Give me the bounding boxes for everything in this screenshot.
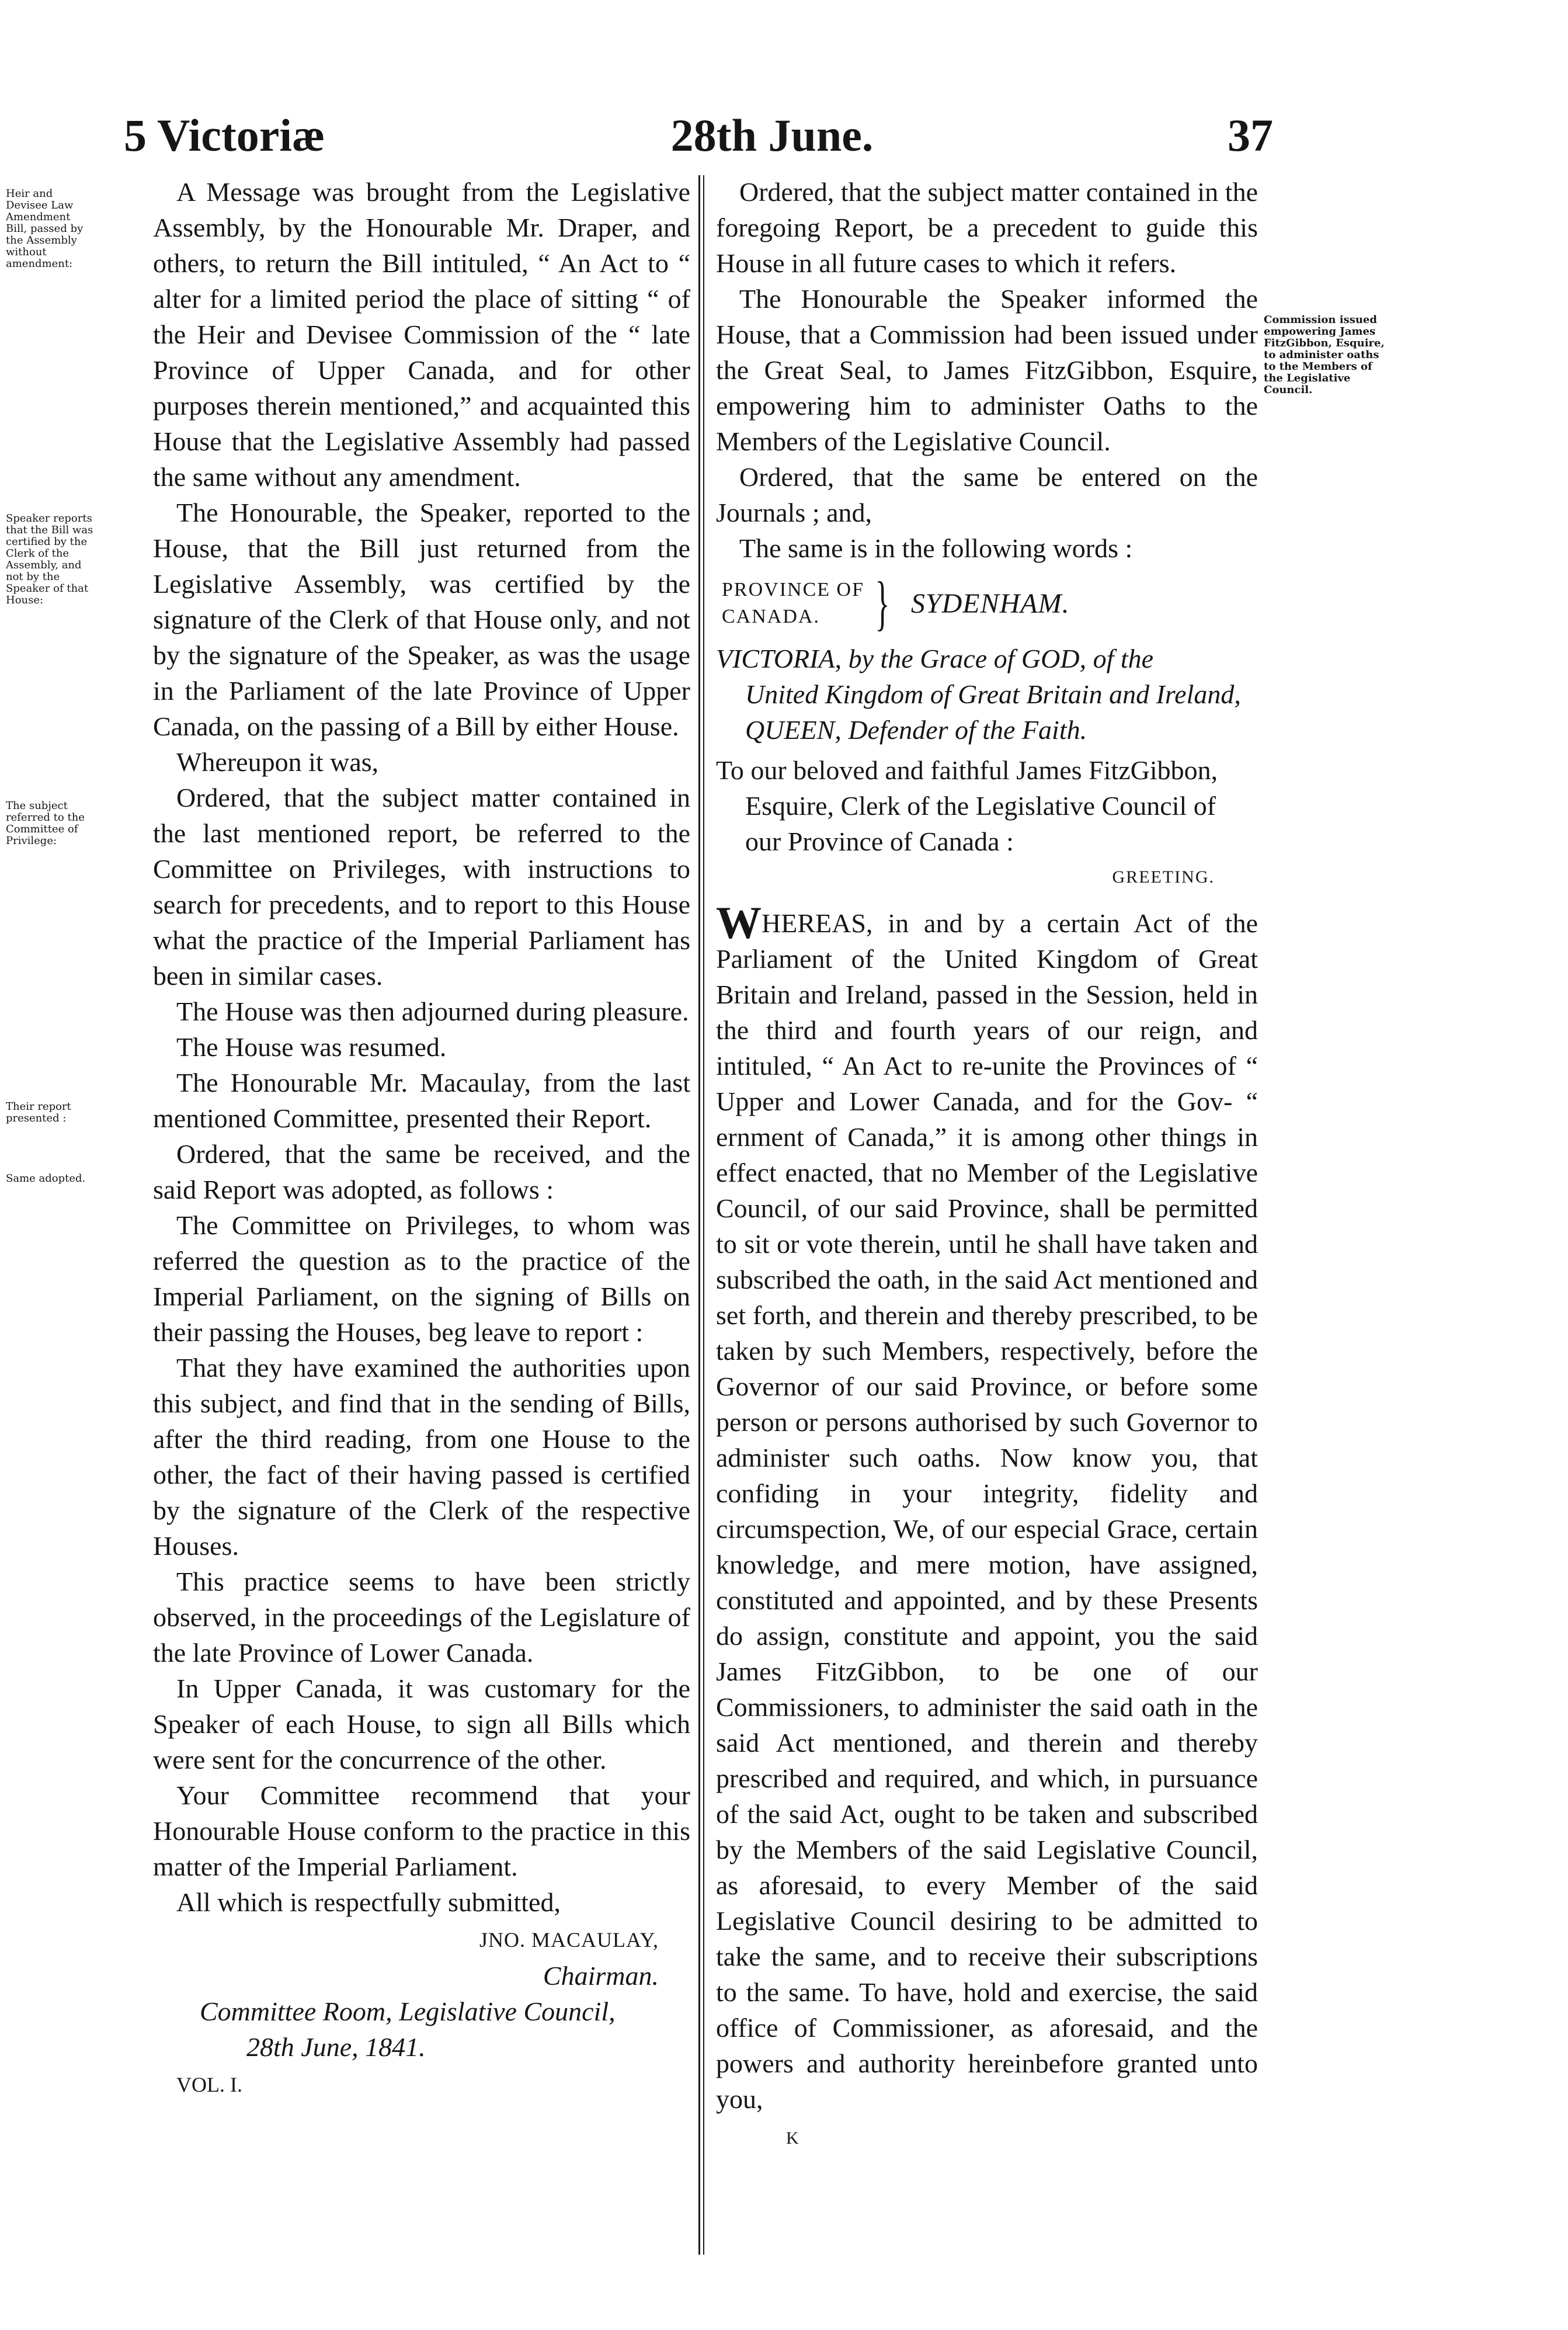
paragraph: Ordered, that the same be entered on the Journals ; and,: [716, 462, 1258, 527]
royal-style-line: VICTORIA, by the Grace of GOD, of the: [716, 644, 1154, 673]
marginal-note: Same adopted.: [6, 1172, 86, 1185]
paragraph: The House was resumed.: [176, 1032, 447, 1062]
paragraph: This practice seems to have been strictly observed, in the proceedings of the Legislature of the late Province of Lower Canada.: [153, 1567, 690, 1668]
province-line: PROVINCE OF: [722, 579, 864, 600]
signature-mark: K: [786, 2128, 799, 2148]
report-date: [153, 2029, 690, 2065]
marginal-note: The subject referred to the Committee of Privilege:: [6, 800, 85, 847]
royal-style-cont: United Kingdom of Great Britain and Ireland, QUEEN, Defender of the Faith.: [745, 679, 1241, 745]
province-line: CANADA.: [722, 606, 820, 627]
signature-name: [153, 1920, 690, 1958]
running-head-date: 28th June.: [670, 110, 874, 161]
governor-signature: SYDENHAM.: [910, 588, 1070, 619]
paragraph: The House was then adjourned during pleasure.: [176, 996, 689, 1026]
paragraph: The Honourable the Speaker informed the House, that a Commission had been issued under the Great Seal, to James FitzGibbon, Esquire, empowering him to administer Oaths to the Members of the Legislative Council.: [716, 284, 1258, 456]
marginal-note: Commission issued empowering James FitzGibbon, Esquire, to administer oaths to the Members of the Legislative Council.: [1264, 314, 1385, 396]
right-column: [716, 174, 1258, 2156]
royal-style: [716, 641, 1258, 748]
paragraph: In Upper Canada, it was customary for the Speaker of each House, to sign all Bills which were sent for the concurrence of the other.: [153, 1673, 690, 1775]
paragraph: A Message was brought from the Legislative Assembly, by the Honourable Mr. Draper, and others, to return the Bill intituled, “ An Act to “ alter for a limited period the place of sitting “ of the Heir and Devisee Commission of the “ late Province of Upper Canada, and for other purposes therein mentioned,” and acquainted this House that the Legislative Assembly had passed the same without any amendment.: [153, 177, 690, 492]
marginal-note: Heir and Devisee Law Amendment Bill, passed by the Assembly without amendment:: [6, 187, 84, 270]
marginal-note: Speaker reports that the Bill was certified by the Clerk of the Assembly, and not by the Speaker of that House:: [6, 512, 93, 606]
drop-cap: W: [716, 897, 762, 948]
paragraph: The Honourable Mr. Macaulay, from the last mentioned Committee, presented their Report.: [153, 1068, 690, 1133]
signature-name-text: JNO. MACAULAY,: [479, 1928, 659, 1951]
volume-mark-text: VOL. I.: [176, 2073, 242, 2096]
signature-title: [153, 1958, 690, 1994]
paragraph: Whereupon it was,: [176, 747, 379, 777]
province-lines: [722, 577, 864, 630]
committee-room-text: Committee Room, Legislative Council,: [200, 1996, 616, 2026]
report-date-text: 28th June, 1841.: [246, 2032, 426, 2062]
province-heading: [722, 570, 1258, 637]
marginal-note: Their report presented :: [6, 1100, 71, 1124]
volume-mark: [153, 2065, 690, 2103]
greeting: GREETING.: [1112, 867, 1215, 887]
address-cont: Esquire, Clerk of the Legislative Council of our Province of Canada :: [745, 791, 1216, 856]
paragraph: Your Committee recommend that your Honourable House conform to the practice in this matter of the Imperial Parliament.: [153, 1780, 690, 1881]
committee-room: [153, 1994, 690, 2029]
paragraph: That they have examined the authorities upon this subject, and find that in the sending of Bills, after the third reading, from one House to the other, the fact of their having passed is certified by the signature of the Clerk of the respective Houses.: [153, 1353, 690, 1561]
whereas-paragraph: [716, 897, 1258, 2117]
paragraph: The Committee on Privileges, to whom was referred the question as to the practice of the Imperial Parliament, on the signing of Bills on their passing the Houses, beg leave to report :: [153, 1210, 690, 1347]
paragraph: Ordered, that the same be received, and the said Report was adopted, as follows :: [153, 1139, 690, 1204]
paragraph: Ordered, that the subject matter contained in the foregoing Report, be a precedent to guide this House in all future cases to which it refers.: [716, 177, 1258, 278]
column-rule-thick: [698, 175, 700, 2255]
paragraph: The same is in the following words :: [739, 533, 1133, 563]
paragraph: The Honourable, the Speaker, reported to the House, that the Bill just returned from the Legislative Assembly, was certified by the signature of the Clerk of that House only, and not by the signature of the Speaker, as was the usage in the Parliament of the late Province of Upper Canada, on the passing of a Bill by either House.: [153, 498, 690, 741]
page-number: 37: [1228, 110, 1273, 161]
address-line: To our beloved and faithful James FitzGibbon,: [716, 755, 1218, 785]
signature-title-text: Chairman.: [543, 1961, 659, 1991]
running-head-regnal-year: 5 Victoriæ: [124, 110, 325, 161]
paragraph: All which is respectfully submitted,: [176, 1887, 561, 1917]
brace-glyph: }: [875, 570, 890, 637]
paragraph: Ordered, that the subject matter contained in the last mentioned report, be referred to the Committee on Privileges, with instructions to search for precedents, and to report to this House what the practice of the Imperial Parliament has been in similar cases.: [153, 783, 690, 991]
column-rule-thin: [703, 175, 704, 2255]
whereas-text: HEREAS, in and by a certain Act of the Parliament of the United Kingdom of Great Britain and Ireland, passed in the Session, held in the third and fourth years of our reign, and intituled, “ An Act to re-unite the Provinces of “ Upper and Lower Canada, and for the Gov- “ ernment of Canada,” it is among other things in effect enacted, that no Member of the Legislative Council, of our said Province, shall be permitted to sit or vote therein, until he shall have taken and subscribed the oath, in the said Act mentioned and set forth, and therein and thereby prescribed, to be taken by such Members, respectively, before the Governor of our said Province, or before some person or persons authorised by such Governor to administer such oaths. Now know you, that confiding in your integrity, fidelity and circumspection, We, of our especial Grace, certain knowledge, and mere motion, have assigned, constituted and appointed, and by these Presents do assign, constitute and appoint, you the said James FitzGibbon, to be one of our Commissioners, to administer the said oath in the said Act mentioned, and therein and thereby prescribed and required, and which, in pursuance of the said Act, ought to be taken and subscribed by the Members of the said Legislative Council, as aforesaid, to every Member of the said Legislative Council desiring to be admitted to take the same, and to receive their subscriptions to the same. To have, hold and exercise, the said office of Commissioner, as aforesaid, and the powers and authority hereinbefore granted unto you,: [716, 908, 1258, 2114]
left-column: [153, 174, 690, 2103]
